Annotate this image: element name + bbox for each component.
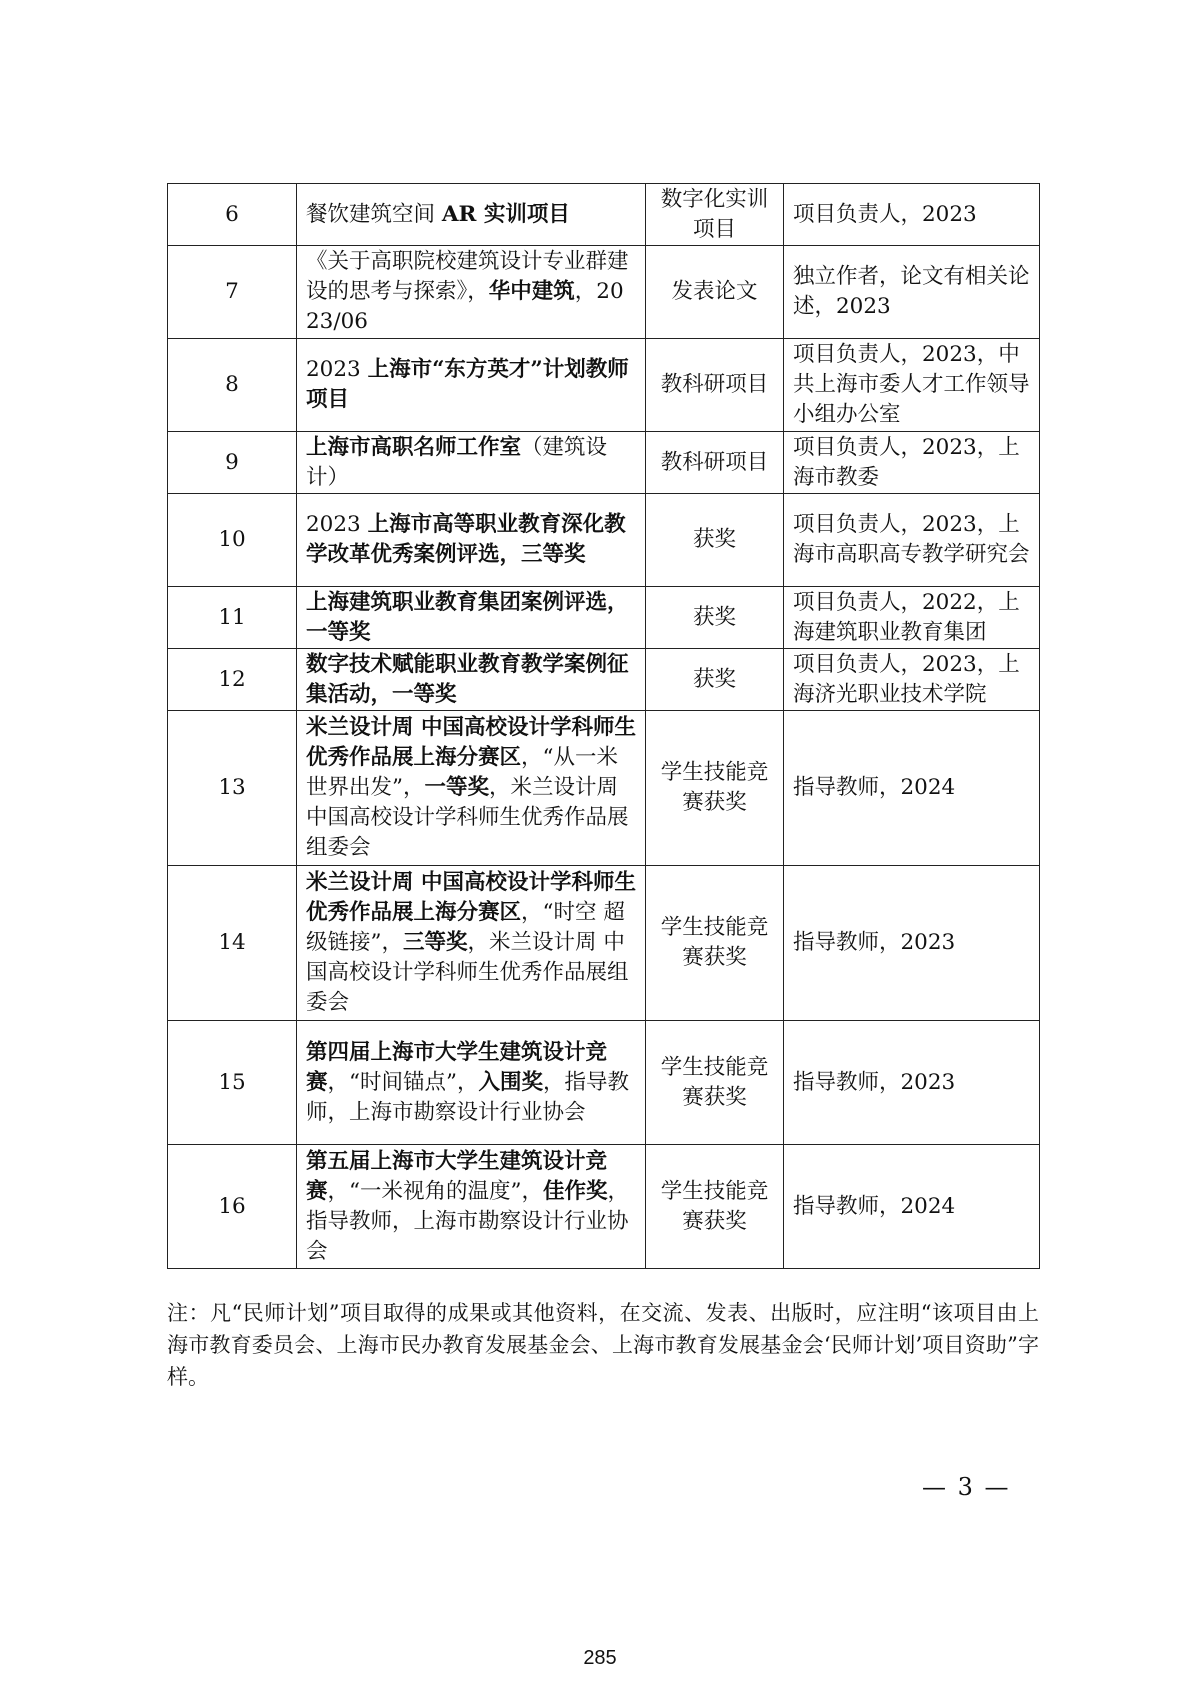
title-segment: 数字技术赋能职业教育教学案例征集活动，一等奖	[306, 651, 629, 707]
achievement-title	[297, 587, 646, 649]
role-and-year: 项目负责人，2023	[784, 184, 1040, 246]
title-segment: ，2023/06	[306, 279, 624, 334]
achievement-title	[297, 649, 646, 711]
table-row	[168, 866, 1040, 1021]
title-segment: ，“时间锚点”，	[327, 1069, 479, 1095]
row-number: 9	[168, 432, 297, 494]
table-row	[168, 711, 1040, 866]
row-number: 12	[168, 649, 297, 711]
title-segment: 米兰设计周 中国高校设计学科师生优秀作品展上海分赛区	[306, 870, 636, 925]
achievement-title	[297, 339, 646, 432]
role-and-year: 项目负责人，2022，上海建筑职业教育集团	[784, 587, 1040, 649]
row-number: 16	[168, 1145, 297, 1269]
role-and-year: 项目负责人，2023，上海市高职高专教学研究会	[784, 494, 1040, 587]
row-number: 14	[168, 866, 297, 1021]
achievement-title	[297, 246, 646, 339]
role-and-year: 指导教师，2024	[784, 1145, 1040, 1269]
title-segment: 上海建筑职业教育集团案例评选，一等奖	[306, 589, 629, 645]
title-segment: ，指导教师，上海市勘察设计行业协会	[306, 1069, 630, 1125]
achievement-type: 学生技能竞赛获奖	[646, 711, 784, 866]
achievement-type: 获奖	[646, 587, 784, 649]
achievement-type: 获奖	[646, 649, 784, 711]
table-row	[168, 1145, 1040, 1269]
title-segment: 上海市“东方英才”计划教师项目	[306, 357, 629, 412]
title-segment: 上海市高职名师工作室	[306, 434, 522, 460]
table-row	[168, 587, 1040, 649]
footnote: 注：凡“民师计划”项目取得的成果或其他资料，在交流、发表、出版时，应注明“该项目由上海市教育委员会、上海市民办教育发展基金会、上海市教育发展基金会‘民师计划’项目资助”字样。	[167, 1301, 1039, 1389]
title-segment: 上海市高等职业教育深化教学改革优秀案例评选，三等奖	[306, 512, 626, 567]
achievement-type: 学生技能竞赛获奖	[646, 1145, 784, 1269]
title-segment: 第四届上海市大学生建筑设计竞赛	[306, 1039, 608, 1095]
table-row	[168, 184, 1040, 246]
title-segment: 餐饮建筑空间	[306, 201, 442, 227]
achievement-title	[297, 1145, 646, 1269]
title-segment: ，“时空 超级链接”，	[306, 900, 625, 955]
achievement-type: 获奖	[646, 494, 784, 587]
achievements-table	[167, 183, 1040, 1269]
achievement-type: 学生技能竞赛获奖	[646, 1021, 784, 1145]
achievement-title	[297, 866, 646, 1021]
achievement-title	[297, 432, 646, 494]
row-number: 8	[168, 339, 297, 432]
title-segment: 2023	[306, 512, 368, 537]
title-segment: 一等奖	[424, 775, 490, 800]
table-body	[168, 184, 1040, 1269]
achievement-type: 数字化实训项目	[646, 184, 784, 246]
title-segment: 2023	[306, 357, 368, 382]
title-segment: ，“一米视角的温度”，	[327, 1178, 543, 1204]
achievement-title	[297, 711, 646, 866]
title-segment: AR 实训项目	[441, 201, 570, 227]
role-and-year: 项目负责人，2023，中共上海市委人才工作领导小组办公室	[784, 339, 1040, 432]
achievement-title	[297, 494, 646, 587]
row-number: 7	[168, 246, 297, 339]
title-segment: ，“从一米世界出发”，	[306, 745, 619, 800]
footer-page-number: 285	[583, 1647, 617, 1669]
title-segment: 米兰设计周 中国高校设计学科师生优秀作品展上海分赛区	[306, 715, 636, 770]
role-and-year: 独立作者，论文有相关论述，2023	[784, 246, 1040, 339]
achievement-type: 教科研项目	[646, 432, 784, 494]
title-segment: ，米兰设计周 中国高校设计学科师生优秀作品展组委会	[306, 930, 629, 1015]
achievement-title	[297, 1021, 646, 1145]
row-number: 13	[168, 711, 297, 866]
title-segment: 佳作奖	[543, 1178, 608, 1204]
role-and-year: 指导教师，2023	[784, 866, 1040, 1021]
title-segment: 《关于高职院校建筑设计专业群建设的思考与探索》，	[306, 249, 629, 304]
title-segment: ，指导教师，上海市勘察设计行业协会	[306, 1178, 630, 1264]
row-number: 10	[168, 494, 297, 587]
role-and-year: 项目负责人，2023，上海市教委	[784, 432, 1040, 494]
table-row	[168, 339, 1040, 432]
row-number: 6	[168, 184, 297, 246]
title-segment: 入围奖	[478, 1069, 544, 1095]
achievement-type: 学生技能竞赛获奖	[646, 866, 784, 1021]
title-segment: （建筑设计）	[306, 434, 608, 490]
table-row	[168, 432, 1040, 494]
title-segment: 华中建筑	[488, 279, 575, 304]
title-segment: 三等奖	[403, 930, 468, 955]
achievement-type: 发表论文	[646, 246, 784, 339]
role-and-year: 项目负责人，2023，上海济光职业技术学院	[784, 649, 1040, 711]
role-and-year: 指导教师，2024	[784, 711, 1040, 866]
table-row	[168, 1021, 1040, 1145]
page-marker: — 3 —	[922, 1473, 1011, 1501]
table-row	[168, 494, 1040, 587]
row-number: 15	[168, 1021, 297, 1145]
achievement-type: 教科研项目	[646, 339, 784, 432]
title-segment: ，米兰设计周 中国高校设计学科师生优秀作品展组委会	[306, 775, 629, 860]
role-and-year: 指导教师，2023	[784, 1021, 1040, 1145]
table-row	[168, 246, 1040, 339]
table-row	[168, 649, 1040, 711]
achievement-title	[297, 184, 646, 246]
row-number: 11	[168, 587, 297, 649]
title-segment: 第五届上海市大学生建筑设计竞赛	[306, 1148, 608, 1204]
